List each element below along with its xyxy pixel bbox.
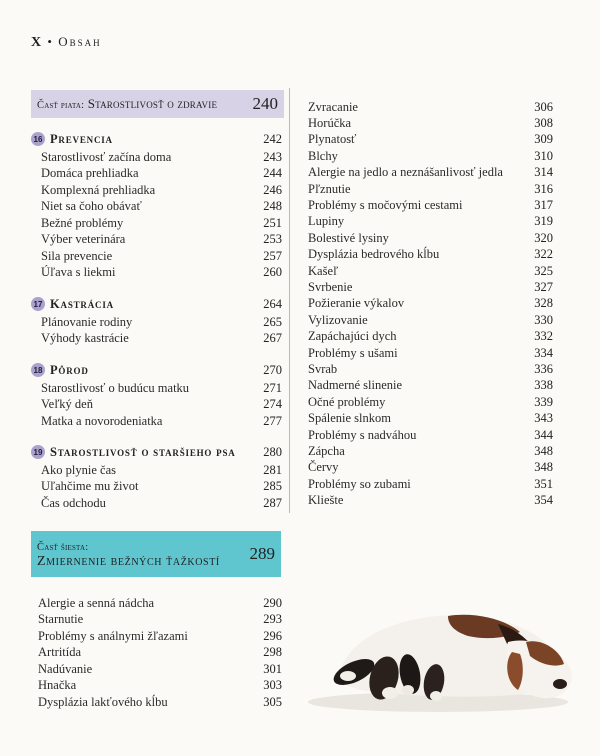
toc-entry[interactable]: Svrbenie 327 xyxy=(308,279,553,294)
part-five-banner[interactable] xyxy=(31,90,284,118)
toc-entry[interactable]: Bolestivé lysiny 320 xyxy=(308,230,553,245)
toc-entry[interactable]: Úľava s liekmi 260 xyxy=(41,265,282,280)
toc-entry[interactable]: Sila prevencie 257 xyxy=(41,248,282,263)
page-title: Obsah xyxy=(58,34,102,49)
toc-entry[interactable]: Uľahčime mu život 285 xyxy=(41,479,282,494)
chapter-number-badge: 18 xyxy=(31,363,45,377)
toc-entry[interactable]: Vylizovanie 330 xyxy=(308,312,553,327)
toc-entry[interactable]: Spálenie slnkom 343 xyxy=(308,411,553,426)
toc-entry[interactable]: Starostlivosť o budúcu matku 271 xyxy=(41,380,282,395)
toc-entry[interactable]: Kliešte 354 xyxy=(308,493,553,508)
toc-entry[interactable]: Zapáchajúci dych 332 xyxy=(308,329,553,344)
chapter-heading[interactable] xyxy=(31,131,282,147)
toc-entry[interactable]: Výber veterinára 253 xyxy=(41,232,282,247)
chapter-title: Prevencia xyxy=(50,131,113,146)
toc-entry[interactable]: Matka a novorodeniatka 277 xyxy=(41,413,282,428)
right-column-list xyxy=(308,99,553,509)
toc-entry[interactable]: Horúčka 308 xyxy=(308,116,553,131)
column-divider xyxy=(289,88,290,513)
toc-entry[interactable]: Niet sa čoho obávať 248 xyxy=(41,199,282,214)
toc-entry[interactable]: Plánovanie rodiny 265 xyxy=(41,314,282,329)
part-six-page: 289 xyxy=(249,544,275,563)
chapter-17 xyxy=(31,296,282,347)
toc-entry[interactable]: Hnačka 303 xyxy=(38,678,282,693)
dog-with-puppies-photo xyxy=(298,598,578,716)
chapter-19 xyxy=(31,444,282,512)
toc-entry[interactable]: Požieranie výkalov 328 xyxy=(308,296,553,311)
chapter-page: 242 xyxy=(263,131,282,146)
part-six-banner[interactable] xyxy=(31,531,281,577)
toc-entry[interactable]: Problémy s močovými cestami 317 xyxy=(308,198,553,213)
chapter-heading[interactable] xyxy=(31,296,282,312)
chapter-page: 280 xyxy=(263,444,282,459)
toc-entry[interactable]: Pľznutie 316 xyxy=(308,181,553,196)
toc-entry[interactable]: Alergie na jedlo a neznášanlivosť jedla 314 xyxy=(308,165,553,180)
chapter-page: 270 xyxy=(263,362,282,377)
toc-entry[interactable]: Starnutie 293 xyxy=(38,612,282,627)
part-six-title: Časť šiesta: Zmiernenie bežných ťažkostí xyxy=(37,542,220,569)
part-five-title: Časť piata: Starostlivosť o zdravie xyxy=(37,96,218,111)
toc-entry[interactable]: Domáca prehliadka 244 xyxy=(41,166,282,181)
part-five-page: 240 xyxy=(252,94,278,113)
toc-entry[interactable]: Problémy s análnymi žľazami 296 xyxy=(38,628,282,643)
toc-entry[interactable]: Alergie a senná nádcha 290 xyxy=(38,595,282,610)
toc-entry[interactable]: Blchy 310 xyxy=(308,148,553,163)
chapter-title: Pôrod xyxy=(50,362,89,377)
toc-entry[interactable]: Problémy s nadváhou 344 xyxy=(308,427,553,442)
toc-entry[interactable]: Komplexná prehliadka 246 xyxy=(41,182,282,197)
page-header xyxy=(31,34,102,51)
chapter-number-badge: 19 xyxy=(31,445,45,459)
chapter-number-badge: 17 xyxy=(31,297,45,311)
toc-entry[interactable]: Artritída 298 xyxy=(38,645,282,660)
toc-entry[interactable]: Čas odchodu 287 xyxy=(41,495,282,510)
toc-entry[interactable]: Nadúvanie 301 xyxy=(38,661,282,676)
chapter-title: Kastrácia xyxy=(50,296,114,311)
toc-entry[interactable]: Bežné problémy 251 xyxy=(41,215,282,230)
chapter-heading[interactable] xyxy=(31,444,282,460)
toc-entry[interactable]: Nadmerné slinenie 338 xyxy=(308,378,553,393)
chapter-title: Starostlivosť o staršieho psa xyxy=(50,444,236,459)
toc-entry[interactable]: Starostlivosť začína doma 243 xyxy=(41,149,282,164)
toc-entry[interactable]: Problémy so zubami 351 xyxy=(308,476,553,491)
toc-entry[interactable]: Veľký deň 274 xyxy=(41,397,282,412)
chapter-18 xyxy=(31,362,282,430)
page-roman-number: X xyxy=(31,35,43,50)
toc-entry[interactable]: Ako plynie čas 281 xyxy=(41,462,282,477)
toc-entry[interactable]: Plynatosť 309 xyxy=(308,132,553,147)
header-bullet: • xyxy=(47,34,54,49)
toc-entry[interactable]: Lupiny 319 xyxy=(308,214,553,229)
toc-entry[interactable]: Zvracanie 306 xyxy=(308,99,553,114)
chapter-heading[interactable] xyxy=(31,362,282,378)
toc-entry[interactable]: Problémy s ušami 334 xyxy=(308,345,553,360)
toc-entry[interactable]: Zápcha 348 xyxy=(308,443,553,458)
chapter-page: 264 xyxy=(263,296,282,311)
part-six-list xyxy=(31,595,282,711)
toc-entry[interactable]: Červy 348 xyxy=(308,460,553,475)
toc-entry[interactable]: Výhody kastrácie 267 xyxy=(41,331,282,346)
chapter-number-badge: 16 xyxy=(31,132,45,146)
toc-entry[interactable]: Svrab 336 xyxy=(308,361,553,376)
toc-entry[interactable]: Dysplázia bedrového kĺbu 322 xyxy=(308,247,553,262)
toc-entry[interactable]: Očné problémy 339 xyxy=(308,394,553,409)
toc-entry[interactable]: Kašeľ 325 xyxy=(308,263,553,278)
toc-entry[interactable]: Dysplázia lakťového kĺbu 305 xyxy=(38,694,282,709)
chapter-16 xyxy=(31,131,282,281)
